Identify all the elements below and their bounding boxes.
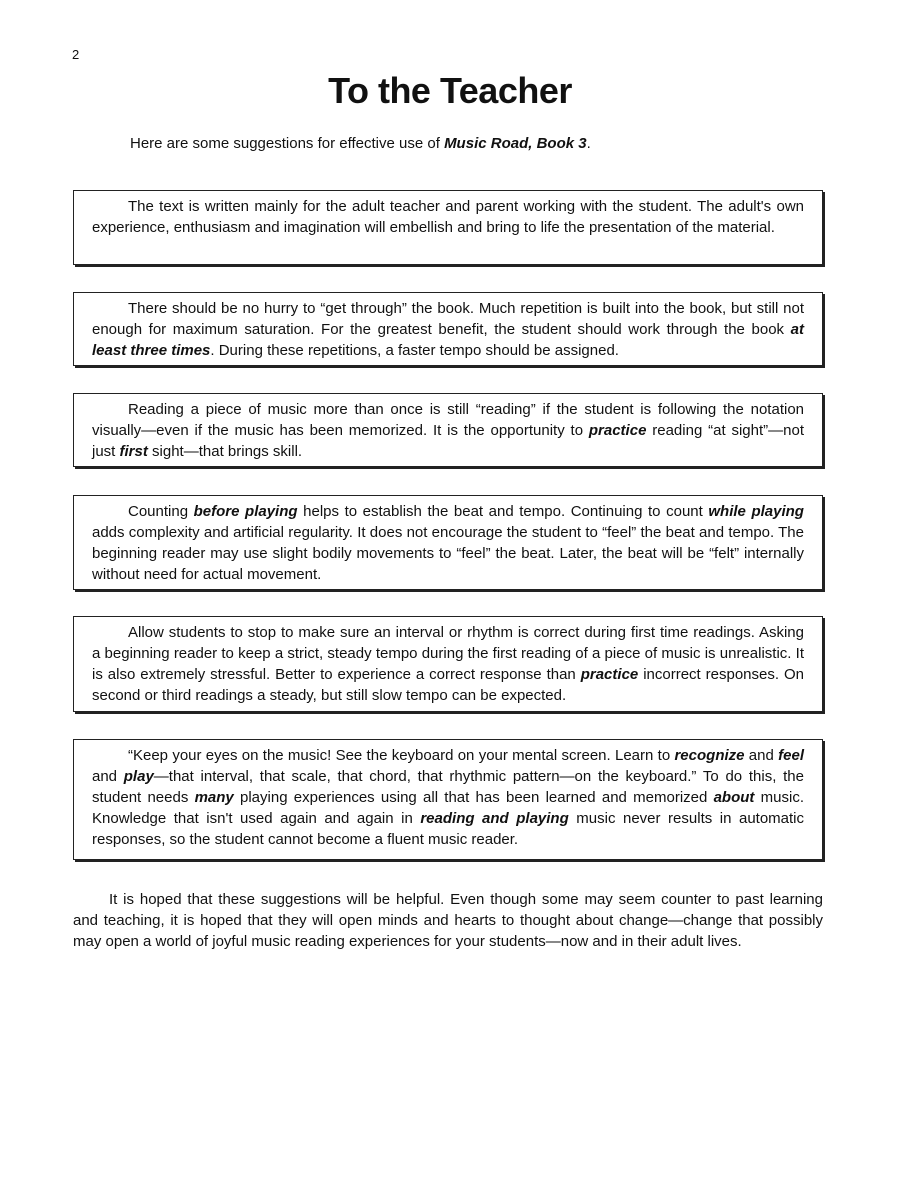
emphasis-text: recognize [674, 747, 745, 764]
emphasis-text: about [713, 789, 755, 806]
book-title: Music Road, Book 3 [444, 135, 587, 152]
suggestion-box-1 [73, 190, 823, 265]
emphasis-text: practice [580, 666, 639, 683]
suggestion-box-3 [73, 393, 823, 467]
page-number: 2 [72, 47, 80, 62]
closing-text: It is hoped that these suggestions will be helpful. Even though some may seem counter to past learning and teaching, it is hoped that they will open minds and hearts to thought about change—change that possibly may open a world of joyful music reading experiences for your students—now and in their adult lives. [73, 891, 823, 950]
text-run: reading “at sight”—not just [92, 422, 804, 460]
text-run: —that interval, that scale, that chord, that rhythmic pattern—on the keyboard.” To do this, the student needs [92, 768, 804, 806]
emphasis-text: practice [588, 422, 647, 439]
intro-paragraph [130, 135, 591, 152]
intro-text: Here are some suggestions for effective use of [130, 135, 445, 152]
text-run: Counting [128, 503, 194, 520]
suggestion-box-2 [73, 292, 823, 366]
suggestion-text [92, 298, 804, 361]
text-run: helps to establish the beat and tempo. Continuing to count [297, 503, 709, 520]
suggestion-text [92, 501, 804, 585]
suggestion-text [92, 196, 804, 238]
text-run: Reading a piece of music more than once is still “reading” if the student is following the notation visually—even if the music has been memorized. It is the opportunity to [92, 401, 804, 439]
suggestion-box-5 [73, 616, 823, 712]
text-run: Allow students to stop to make sure an interval or rhythm is correct during first time readings. Asking a beginning reader to keep a strict, steady tempo during the first reading of a piece of music is unrealistic. It is also extremely stressful. Better to experience a correct response than [92, 624, 804, 683]
emphasis-text: while playing [708, 503, 804, 520]
emphasis-text: first [119, 443, 148, 460]
text-run: adds complexity and artificial regularity. It does not encourage the student to “feel” the beat and tempo. The beginning reader may use slight bodily movements to “feel” the beat. Later, the beat will be “felt” internally without need for actual movement. [92, 524, 804, 583]
text-run: music. Knowledge that isn't used again and again in [92, 789, 804, 827]
suggestion-box-6 [73, 739, 823, 860]
text-run: “Keep your eyes on the music! See the keyboard on your mental screen. Learn to [128, 747, 675, 764]
page-title: To the Teacher [328, 70, 572, 111]
emphasis-text: many [194, 789, 234, 806]
text-run: sight—that brings skill. [147, 443, 303, 460]
text-run: and [92, 768, 124, 785]
text-run: There should be no hurry to “get through” the book. Much repetition is built into the book, but still not enough for maximum saturation. For the greatest benefit, the student should work through the book [92, 300, 804, 338]
text-run: The text is written mainly for the adult teacher and parent working with the student. The adult's own experience, enthusiasm and imagination will embellish and bring to life the presentation of the material. [92, 198, 804, 236]
suggestion-text [92, 745, 804, 850]
suggestion-box-4 [73, 495, 823, 590]
emphasis-text: play [123, 768, 154, 785]
emphasis-text: at least three times [92, 321, 804, 359]
closing-paragraph [73, 889, 823, 952]
suggestion-text [92, 399, 804, 462]
emphasis-text: feel [778, 747, 804, 764]
text-run: and [744, 747, 779, 764]
emphasis-text: reading and playing [420, 810, 569, 827]
suggestion-text [92, 622, 804, 706]
text-run: playing experiences using all that has been learned and memorized [233, 789, 714, 806]
text-run: incorrect responses. On second or third readings a steady, but still slow tempo can be expected. [92, 666, 804, 704]
text-run: . During these repetitions, a faster tempo should be assigned. [210, 342, 619, 359]
text-run: music never results in automatic responses, so the student cannot become a fluent music reader. [92, 810, 805, 848]
emphasis-text: before playing [193, 503, 298, 520]
intro-end: . [586, 135, 591, 152]
